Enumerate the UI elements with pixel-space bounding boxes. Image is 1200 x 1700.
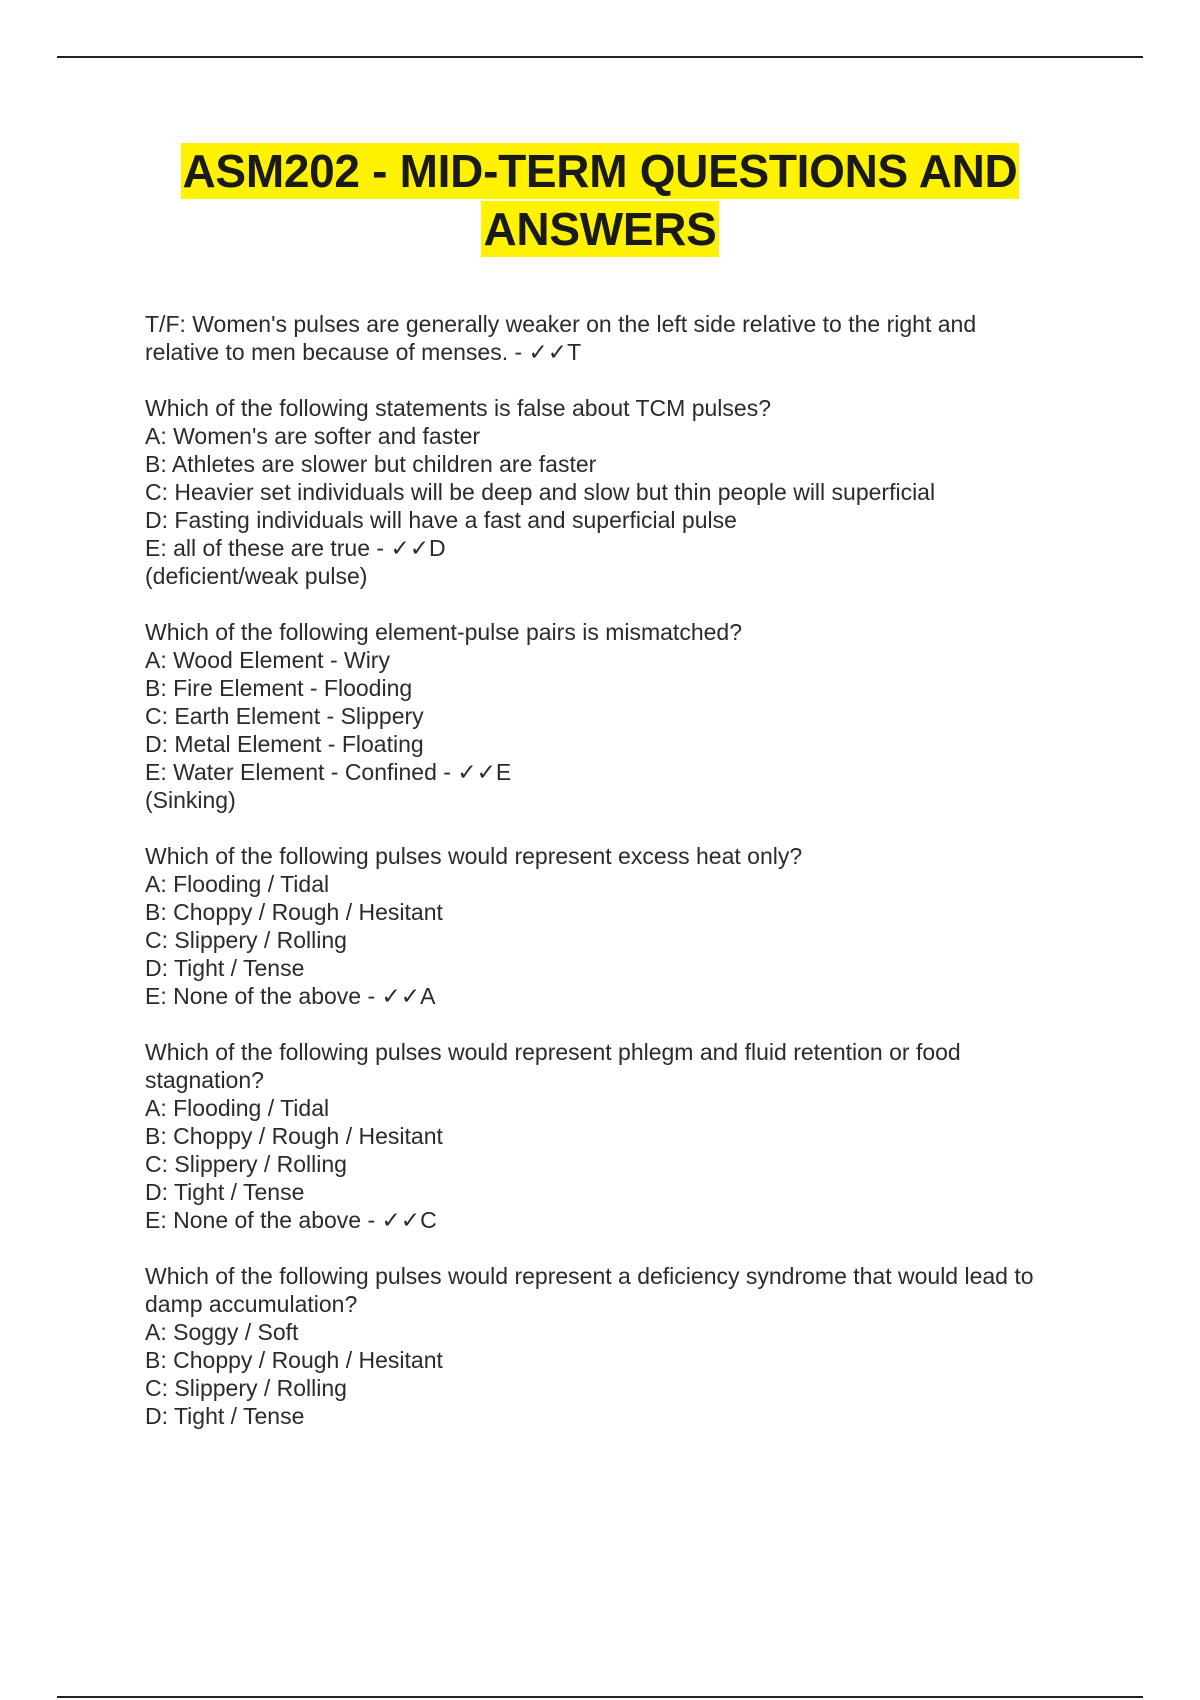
answer-line: E: None of the above - ✓✓A bbox=[145, 983, 436, 1009]
option-line: D: Tight / Tense bbox=[145, 1179, 305, 1205]
option-line: C: Slippery / Rolling bbox=[145, 1375, 347, 1401]
option-line: D: Fasting individuals will have a fast and superficial pulse bbox=[145, 507, 737, 533]
option-line: A: Flooding / Tidal bbox=[145, 1095, 330, 1121]
answer-line: E: None of the above - ✓✓C bbox=[145, 1207, 437, 1233]
bottom-rule bbox=[57, 1696, 1143, 1698]
option-line: A: Wood Element - Wiry bbox=[145, 647, 390, 673]
question-block-6 bbox=[145, 1262, 1105, 1430]
question-text-continued: stagnation? bbox=[145, 1067, 264, 1093]
question-text: Which of the following pulses would represent excess heat only? bbox=[145, 843, 803, 869]
title-line-1: ASM202 - MID-TERM QUESTIONS AND bbox=[182, 145, 1018, 197]
question-text-continued: damp accumulation? bbox=[145, 1291, 358, 1317]
option-line: B: Fire Element - Flooding bbox=[145, 675, 413, 701]
question-block-5 bbox=[145, 1038, 1105, 1234]
option-line: B: Choppy / Rough / Hesitant bbox=[145, 1123, 443, 1149]
option-line: D: Metal Element - Floating bbox=[145, 731, 424, 757]
question-text: Which of the following element-pulse pairs is mismatched? bbox=[145, 619, 742, 645]
top-rule bbox=[57, 56, 1143, 58]
option-line: A: Soggy / Soft bbox=[145, 1319, 299, 1345]
question-block-4 bbox=[145, 842, 1105, 1010]
question-block-3 bbox=[145, 618, 1105, 814]
question-block-1 bbox=[145, 310, 1105, 366]
option-line: D: Tight / Tense bbox=[145, 1403, 305, 1429]
answer-line: E: all of these are true - ✓✓D bbox=[145, 535, 446, 561]
question-text: T/F: Women's pulses are generally weaker on the left side relative to the right and bbox=[145, 311, 977, 337]
question-list bbox=[145, 310, 1105, 1458]
option-line: C: Earth Element - Slippery bbox=[145, 703, 424, 729]
option-line: B: Athletes are slower but children are faster bbox=[145, 451, 597, 477]
option-line: B: Choppy / Rough / Hesitant bbox=[145, 1347, 443, 1373]
option-line: C: Slippery / Rolling bbox=[145, 1151, 347, 1177]
question-text: Which of the following statements is false about TCM pulses? bbox=[145, 395, 771, 421]
answer-line: relative to men because of menses. - ✓✓T bbox=[145, 339, 582, 365]
option-line: A: Flooding / Tidal bbox=[145, 871, 330, 897]
question-text: Which of the following pulses would represent a deficiency syndrome that would lead to bbox=[145, 1263, 1034, 1289]
document-title bbox=[60, 143, 1140, 259]
option-line: D: Tight / Tense bbox=[145, 955, 305, 981]
option-line: B: Choppy / Rough / Hesitant bbox=[145, 899, 443, 925]
answer-note: (Sinking) bbox=[145, 787, 236, 813]
answer-note: (deficient/weak pulse) bbox=[145, 563, 368, 589]
question-block-2 bbox=[145, 394, 1105, 590]
question-text: Which of the following pulses would represent phlegm and fluid retention or food bbox=[145, 1039, 961, 1065]
title-line-2: ANSWERS bbox=[483, 203, 717, 255]
option-line: C: Heavier set individuals will be deep and slow but thin people will superficial bbox=[145, 479, 936, 505]
option-line: A: Women's are softer and faster bbox=[145, 423, 481, 449]
answer-line: E: Water Element - Confined - ✓✓E bbox=[145, 759, 512, 785]
option-line: C: Slippery / Rolling bbox=[145, 927, 347, 953]
